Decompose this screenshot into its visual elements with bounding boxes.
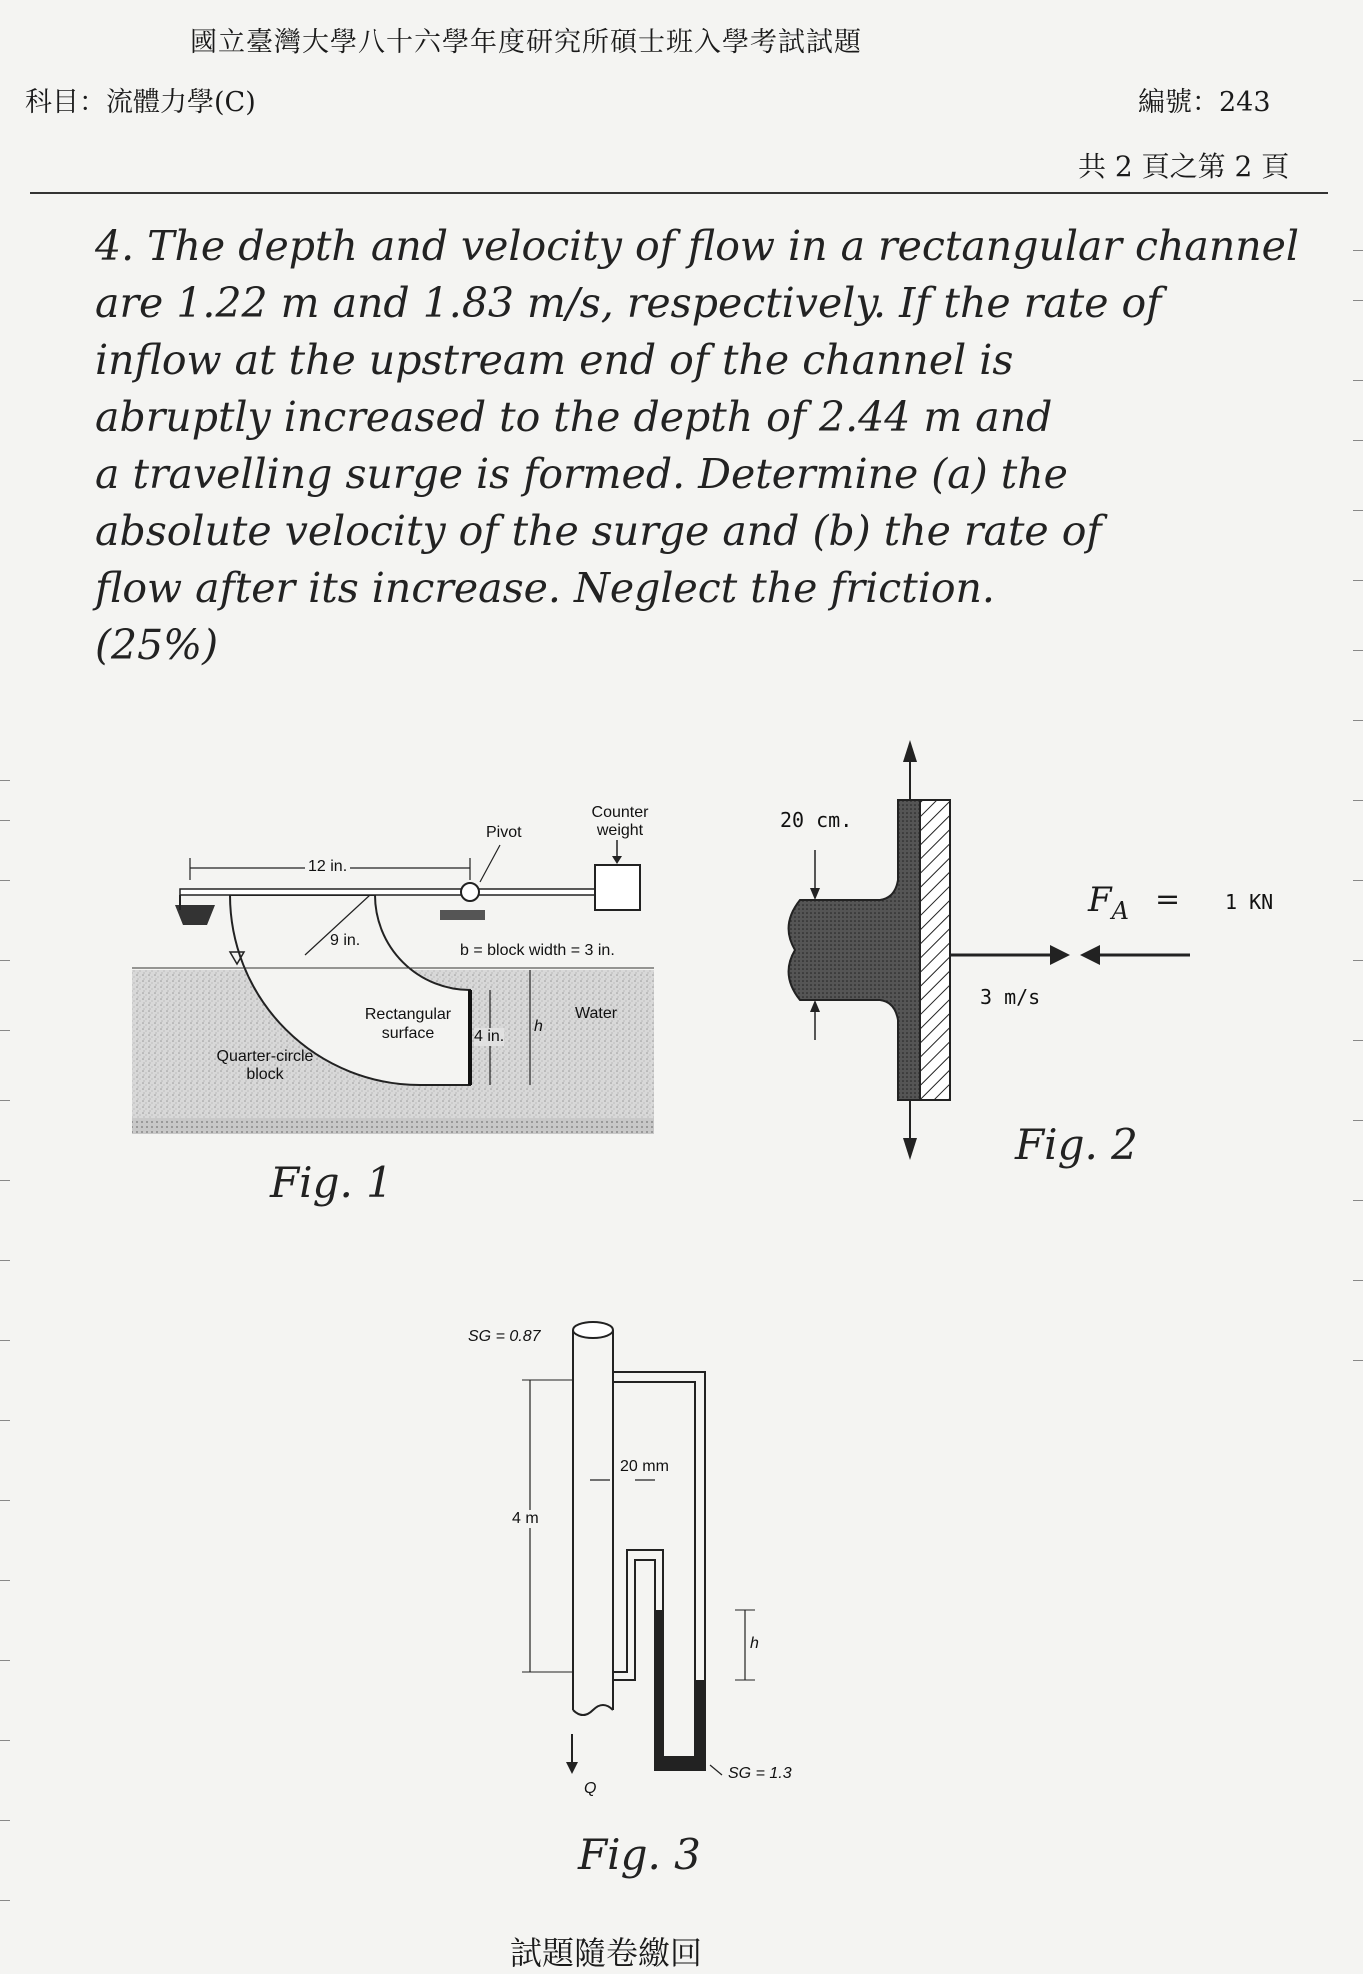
figure-2 [770,740,1330,1170]
sg-top-label: SG = 0.87 [468,1328,541,1345]
block-width-label: b = block width = 3 in. [460,942,615,959]
length-12in-label: 12 in. [305,858,350,876]
pivot-base [440,910,485,920]
flow-q-label: Q [584,1780,597,1797]
dimension-4m-label: 4 m [512,1510,539,1527]
height-4in-label: 4 in. [474,1028,505,1045]
exam-code: 編號：243 [1138,87,1271,118]
figure-1-drawing [130,800,660,1140]
force-subscript: A [1111,896,1129,925]
force-symbol: F [1088,880,1112,920]
pipe-top [573,1322,613,1338]
force-value: 1 KN [1225,890,1274,914]
force-fa-label [1088,880,1129,925]
velocity-label: 3 m/s [980,985,1041,1009]
page-indicator: 共 2 頁之第 2 頁 [1078,150,1290,183]
manometer-fluid [695,1680,705,1766]
dimension-20mm-label: 20 mm [620,1458,669,1475]
question-line: abruptly increased to the depth of 2.44 m and [95,393,1053,441]
footer-note: 試題隨卷繳回 [510,1934,703,1972]
balance-beam [180,889,600,895]
subject-label: 科目：流體力學(C) [25,87,256,118]
question-line: are 1.22 m and 1.83 m/s, respectively. If the rate of [95,279,1162,327]
question-4 [95,218,1300,674]
question-line: flow after its increase. Neglect the friction. [95,564,995,612]
figure-2-caption: Fig. 2 [1015,1120,1138,1169]
equals-sign: = [1155,882,1181,917]
question-line: (25%) [95,621,219,669]
rectangular-surface-label: Rectangular surface [364,1006,452,1042]
figure-3 [460,1310,860,1820]
channel-floor [132,1118,654,1134]
dimension-20cm-label: 20 cm. [780,808,853,832]
pivot [461,883,479,901]
figure-2-drawing [770,740,1330,1170]
question-line: absolute velocity of the surge and (b) the rate of [95,507,1102,555]
question-line: inflow at the upstream end of the channel is [95,336,1014,384]
question-line: a travelling surge is formed. Determine (a) the [95,450,1068,498]
quarter-circle-label: Quarter-circle block [216,1048,314,1083]
water-label: Water [575,1005,618,1022]
figure-3-drawing [460,1310,860,1820]
figure-1 [130,800,660,1140]
jet [789,800,920,1100]
counter-weight [595,865,640,910]
pivot-label: Pivot [486,824,522,841]
h-label: h [750,1635,759,1652]
figure-1-caption: Fig. 1 [270,1158,393,1207]
h-label: h [534,1018,543,1035]
radius-9in-label: 9 in. [330,932,361,949]
figure-3-caption: Fig. 3 [578,1830,701,1879]
exam-title: 國立臺灣大學八十六學年度研究所碩士班入學考試試題 [190,27,862,58]
plate [920,800,950,1100]
question-line: 4. The depth and velocity of flow in a rectangular channel [95,222,1300,270]
counter-weight-label: Counter weight [591,804,649,839]
sg-bottom-label: SG = 1.3 [728,1765,792,1782]
